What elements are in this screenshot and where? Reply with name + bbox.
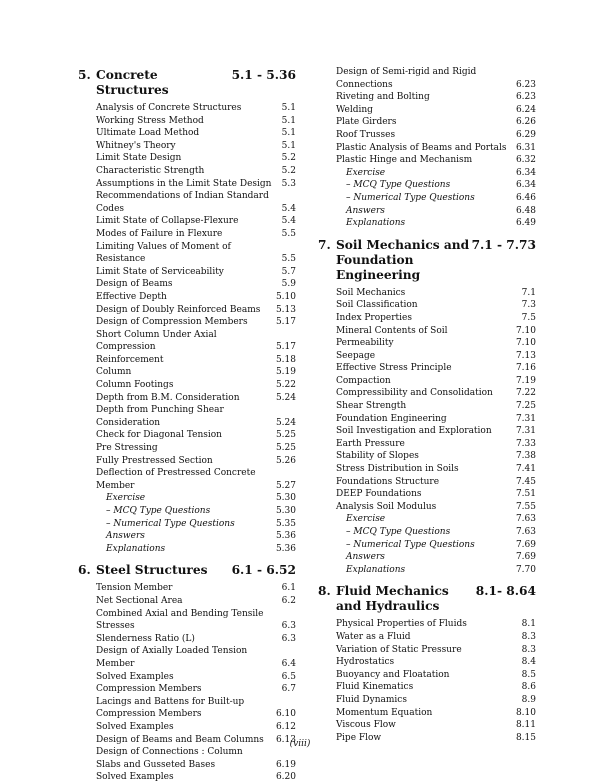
- toc-entry-page: 8.3: [521, 644, 536, 655]
- toc-entry-title: Variation of Static Pressure: [336, 644, 462, 655]
- toc-entry: [318, 217, 536, 230]
- toc-entry-title: Seepage: [336, 350, 376, 361]
- chapter-exercise-entries: [318, 513, 536, 576]
- toc-entry-page: 7.63: [515, 527, 536, 537]
- chapter-page-range: 5.1 - 5.36: [231, 68, 296, 82]
- toc-entry: [318, 179, 536, 192]
- toc-entry: [78, 633, 296, 646]
- toc-entry-page: 6.23: [515, 79, 536, 90]
- toc-entry: [78, 696, 296, 721]
- toc-entry-title: Analysis of Concrete Structures: [96, 103, 242, 113]
- toc-entry-title: Analysis Soil Modulus: [336, 501, 437, 512]
- toc-entry-page: 6.34: [515, 180, 536, 191]
- chapter-title: Soil Mechanics and Foundation Engineering: [336, 237, 470, 282]
- toc-entry: [78, 543, 296, 556]
- toc-entry: [78, 127, 296, 140]
- toc-entry: [78, 608, 296, 633]
- toc-entry-title: Reinforcement: [96, 354, 164, 365]
- toc-entry-page: 6.19: [275, 759, 296, 770]
- toc-entry: [318, 192, 536, 205]
- toc-entry: [78, 228, 296, 241]
- toc-entry-page: 8.6: [521, 682, 536, 693]
- toc-entry-page: 7.13: [515, 350, 536, 361]
- toc-entry-title: Design of Connections : Column Slabs and Gusseted Bases: [96, 747, 243, 770]
- toc-entry-title: Compressibility and Consolidation: [336, 388, 493, 399]
- toc-entry-page: 6.23: [515, 92, 536, 103]
- toc-entry: [318, 707, 536, 720]
- toc-entry-page: 5.25: [275, 430, 296, 441]
- toc-entry: [318, 350, 536, 363]
- toc-entry-page: 5.2: [281, 165, 296, 176]
- toc-entry: [78, 467, 296, 492]
- chapter-number: 5.: [78, 68, 91, 82]
- toc-entry: [318, 205, 536, 218]
- toc-entry-title: Explanations: [346, 564, 406, 575]
- toc-entry-title: Compaction: [336, 375, 391, 386]
- toc-entry: [318, 400, 536, 413]
- toc-entry-title: Fully Prestressed Section: [96, 455, 213, 466]
- toc-entry-page: 5.9: [281, 279, 296, 290]
- toc-entry: [318, 694, 536, 707]
- toc-entry-title: Lacings and Battens for Built-up Compression Members: [96, 696, 245, 720]
- toc-entry: [78, 152, 296, 165]
- chapter-heading: [78, 68, 296, 98]
- toc-entry-page: 5.27: [275, 480, 296, 491]
- toc-entry-title: – MCQ Type Questions: [346, 180, 451, 191]
- chapter-title: Fluid Mechanics and Hydraulics: [336, 584, 449, 614]
- chapter-page-range: 8.1- 8.64: [475, 584, 536, 599]
- chapter-number: 7.: [318, 237, 331, 252]
- chapter-entries: [78, 102, 296, 492]
- toc-entry-title: Earth Pressure: [336, 438, 405, 449]
- toc-entry-page: 5.30: [275, 506, 296, 516]
- toc-entry-title: Water as a Fluid: [336, 631, 411, 642]
- toc-entry-title: Net Sectional Area: [96, 595, 183, 606]
- toc-right-column: [318, 66, 536, 744]
- toc-entry-page: 5.5: [281, 254, 296, 265]
- toc-entry: [78, 329, 296, 354]
- toc-entry-page: 7.38: [515, 451, 536, 462]
- toc-entry-page: 5.35: [275, 518, 296, 529]
- toc-entry-title: Limit State of Serviceability: [96, 266, 224, 277]
- toc-entry: [318, 564, 536, 577]
- toc-entry-page: 7.70: [515, 564, 536, 575]
- toc-entry-title: Whitney's Theory: [96, 140, 176, 151]
- toc-entry-page: 5.10: [275, 291, 296, 302]
- toc-entry-title: Roof Trusses: [336, 129, 396, 140]
- toc-entry: [78, 505, 296, 518]
- toc-entry-page: 5.36: [275, 531, 296, 542]
- chapter-entries: [318, 618, 536, 744]
- toc-entry-title: Effective Stress Principle: [336, 363, 452, 374]
- toc-entry-title: Slenderness Ratio (L): [96, 633, 195, 644]
- toc-entry-title: Pipe Flow: [336, 732, 382, 743]
- toc-entry: [318, 167, 536, 180]
- toc-entry-page: 6.29: [515, 129, 536, 140]
- toc-entry: [318, 66, 536, 91]
- toc-entry-page: 8.9: [521, 694, 536, 705]
- toc-entry-title: Short Column Under Axial Compression: [96, 329, 217, 353]
- toc-entry: [318, 413, 536, 426]
- toc-entry-page: 6.46: [515, 192, 536, 203]
- toc-entry: [78, 392, 296, 405]
- toc-entry: [318, 287, 536, 300]
- toc-entry-title: Design of Doubly Reinforced Beams: [96, 304, 261, 315]
- page-number: (viii): [289, 739, 311, 749]
- toc-entry-title: Characteristic Strength: [96, 165, 205, 176]
- toc-entry-page: 6.48: [515, 205, 536, 216]
- toc-entry: [318, 375, 536, 388]
- toc-entry: [78, 140, 296, 153]
- toc-entry: [318, 299, 536, 312]
- toc-entry: [78, 671, 296, 684]
- toc-entry-page: 5.1: [281, 103, 296, 113]
- toc-entry-title: – Numerical Type Questions: [346, 192, 475, 203]
- toc-entry-title: Solved Examples: [96, 671, 174, 682]
- toc-entry-title: Plastic Hinge and Mechanism: [336, 155, 473, 166]
- toc-entry: [318, 656, 536, 669]
- toc-entry-page: 6.5: [281, 671, 296, 682]
- toc-entry-page: 6.20: [275, 772, 296, 783]
- chapter-entries: [78, 582, 296, 784]
- toc-entry: [78, 278, 296, 291]
- toc-entry-title: Foundations Structure: [336, 476, 440, 487]
- toc-entry-title: Depth from Punching Shear Consideration: [96, 405, 224, 428]
- toc-entry-page: 6.2: [281, 595, 296, 606]
- toc-entry-page: 8.3: [521, 631, 536, 642]
- toc-entry-page: 5.25: [275, 443, 296, 454]
- toc-entry-page: 7.25: [515, 401, 536, 412]
- toc-entry: [318, 337, 536, 350]
- toc-entry-page: 7.45: [515, 476, 536, 487]
- chapter-number: 8.: [318, 584, 331, 599]
- toc-entry-title: Compression Members: [96, 684, 202, 695]
- toc-entry: [318, 669, 536, 682]
- toc-entry: [78, 178, 296, 191]
- chapter-number: 6.: [78, 563, 91, 578]
- toc-entry: [318, 551, 536, 564]
- toc-entry: [318, 631, 536, 644]
- toc-entry-title: Answers: [106, 531, 145, 542]
- toc-entry-title: – MCQ Type Questions: [346, 527, 451, 537]
- toc-entry-title: Deflection of Prestressed Concrete Member: [96, 468, 256, 491]
- continued-exercise-entries: [318, 167, 536, 230]
- toc-entry: [318, 463, 536, 476]
- toc-entry: [318, 476, 536, 489]
- chapter-page-range: 7.1 - 7.73: [471, 237, 536, 252]
- toc-entry-page: 5.17: [275, 342, 296, 353]
- toc-entry-page: 6.4: [281, 658, 296, 669]
- toc-entry-title: Design of Beams and Beam Columns: [96, 734, 264, 745]
- toc-entry-page: 6.1: [281, 583, 296, 594]
- toc-entry-title: Buoyancy and Floatation: [336, 669, 450, 680]
- toc-entry: [78, 190, 296, 215]
- toc-entry-page: 8.1: [521, 619, 536, 630]
- toc-entry: [318, 425, 536, 438]
- toc-entry-title: Soil Investigation and Exploration: [336, 426, 492, 437]
- chapter-heading: [78, 563, 296, 578]
- toc-entry-title: Design of Compression Members: [96, 317, 248, 328]
- toc-entry: [318, 154, 536, 167]
- toc-entry-page: 5.18: [275, 354, 296, 365]
- toc-entry: [318, 129, 536, 142]
- toc-entry-page: 8.15: [515, 732, 536, 743]
- toc-entry-title: Exercise: [106, 493, 146, 504]
- toc-entry: [78, 771, 296, 784]
- toc-entry-page: 5.2: [281, 153, 296, 164]
- toc-entry-page: 7.22: [515, 388, 536, 399]
- toc-entry: [78, 404, 296, 429]
- toc-entry-page: 5.4: [281, 203, 296, 214]
- toc-entry: [78, 455, 296, 468]
- toc-entry-title: Design of Semi-rigid and Rigid Connections: [336, 67, 477, 90]
- chapter-title: Concrete Structures: [96, 68, 169, 97]
- toc-entry-page: 7.5: [521, 312, 536, 323]
- toc-entry-title: Check for Diagonal Tension: [96, 430, 222, 441]
- toc-entry-title: Plate Girders: [336, 117, 397, 128]
- toc-entry: [318, 325, 536, 338]
- toc-entry-page: 7.69: [515, 552, 536, 563]
- toc-entry-title: Ultimate Load Method: [96, 128, 200, 139]
- toc-entry: [318, 719, 536, 732]
- toc-entry: [318, 501, 536, 514]
- toc-entry-title: Explanations: [106, 543, 166, 554]
- toc-entry-title: Answers: [346, 552, 385, 563]
- chapter-entries: [318, 287, 536, 514]
- toc-entry: [318, 312, 536, 325]
- toc-entry: [78, 518, 296, 531]
- toc-entry-page: 5.1: [281, 128, 296, 139]
- toc-entry-page: 6.26: [515, 117, 536, 128]
- toc-entry-title: Momentum Equation: [336, 707, 433, 718]
- toc-entry-title: Mineral Contents of Soil: [336, 325, 448, 336]
- toc-entry-page: 7.31: [515, 426, 536, 437]
- toc-entry-page: 7.41: [515, 464, 536, 475]
- toc-entry-page: 7.55: [515, 501, 536, 512]
- chapter-heading: [318, 584, 536, 614]
- toc-entry-page: 7.10: [515, 338, 536, 349]
- toc-entry-page: 5.5: [281, 228, 296, 239]
- toc-entry-title: DEEP Foundations: [336, 489, 422, 500]
- toc-entry-title: Pre Stressing: [96, 443, 158, 454]
- toc-entry-title: Limit State of Collapse-Flexure: [96, 216, 239, 227]
- toc-entry-page: 5.19: [275, 367, 296, 378]
- toc-entry-page: 6.34: [515, 167, 536, 178]
- toc-entry-title: Answers: [346, 205, 385, 216]
- toc-entry-page: 7.33: [515, 438, 536, 449]
- toc-entry-title: Limit State Design: [96, 153, 182, 164]
- toc-entry-page: 6.13: [275, 734, 296, 745]
- toc-entry-title: Index Properties: [336, 312, 412, 323]
- toc-entry: [78, 215, 296, 228]
- toc-entry: [78, 595, 296, 608]
- toc-entry-title: Exercise: [346, 167, 386, 178]
- toc-entry: [318, 104, 536, 117]
- toc-entry: [78, 102, 296, 115]
- toc-entry: [318, 387, 536, 400]
- toc-entry: [318, 644, 536, 657]
- toc-entry-title: Soil Mechanics: [336, 287, 406, 298]
- toc-entry-page: 5.36: [275, 543, 296, 554]
- chapter-exercise-entries: [78, 492, 296, 555]
- toc-entry-title: Fluid Dynamics: [336, 694, 407, 705]
- toc-left-column: [78, 66, 296, 784]
- toc-entry-title: Stress Distribution in Soils: [336, 464, 459, 475]
- toc-entry-title: Depth from B.M. Consideration: [96, 392, 240, 403]
- toc-entry-page: 5.24: [275, 417, 296, 428]
- toc-entry-page: 8.5: [521, 669, 536, 680]
- toc-entry: [78, 582, 296, 595]
- toc-entry-title: Stability of Slopes: [336, 451, 419, 462]
- toc-entry: [78, 291, 296, 304]
- toc-entry-page: 5.30: [275, 493, 296, 504]
- toc-entry-page: 6.32: [515, 155, 536, 166]
- toc-entry-page: 5.17: [275, 317, 296, 328]
- toc-entry: [318, 91, 536, 104]
- toc-entry-title: Solved Examples: [96, 721, 174, 732]
- toc-entry-title: Permeability: [336, 338, 394, 349]
- toc-entry-page: 6.7: [281, 684, 296, 695]
- toc-entry-title: Working Stress Method: [96, 115, 204, 126]
- toc-entry-page: 7.69: [515, 539, 536, 550]
- toc-entry: [78, 746, 296, 771]
- toc-entry-page: 7.3: [521, 300, 536, 311]
- toc-entry: [78, 266, 296, 279]
- toc-entry-page: 6.12: [275, 721, 296, 732]
- toc-entry-page: 7.19: [515, 375, 536, 386]
- toc-entry: [78, 354, 296, 367]
- toc-entry-page: 7.51: [515, 489, 536, 500]
- toc-entry-page: 5.3: [281, 178, 296, 189]
- toc-entry-page: 6.3: [281, 633, 296, 644]
- toc-entry: [78, 645, 296, 670]
- toc-entry-title: Viscous Flow: [336, 720, 396, 731]
- toc-entry-title: Riveting and Bolting: [336, 92, 430, 103]
- toc-entry: [78, 316, 296, 329]
- toc-entry-title: Design of Axially Loaded Tension Member: [96, 646, 248, 669]
- toc-entry-title: Fluid Kinematics: [336, 682, 414, 693]
- toc-entry-title: Physical Properties of Fluids: [336, 619, 467, 630]
- toc-entry-title: Plastic Analysis of Beams and Portals: [336, 142, 507, 153]
- toc-entry-page: 8.10: [515, 707, 536, 718]
- toc-entry-page: 7.1: [521, 287, 536, 298]
- toc-entry-title: Column Footings: [96, 380, 174, 391]
- toc-entry-title: Column: [96, 367, 132, 378]
- toc-entry-title: Combined Axial and Bending Tensile Stresses: [96, 608, 264, 632]
- chapter-heading: [318, 238, 536, 283]
- toc-entry: [318, 362, 536, 375]
- toc-entry: [318, 681, 536, 694]
- toc-entry: [318, 526, 536, 539]
- toc-entry-page: 5.1: [281, 115, 296, 126]
- toc-entry-title: Modes of Failure in Flexure: [96, 228, 223, 239]
- toc-entry-page: 7.31: [515, 413, 536, 424]
- toc-entry-title: – Numerical Type Questions: [346, 539, 475, 550]
- toc-entry-page: 5.7: [281, 266, 296, 277]
- toc-entry-title: Effective Depth: [96, 291, 167, 302]
- toc-entry: [318, 116, 536, 129]
- toc-entry-title: Design of Beams: [96, 279, 173, 290]
- toc-entry: [78, 241, 296, 266]
- toc-entry: [78, 492, 296, 505]
- toc-entry: [318, 539, 536, 552]
- toc-entry-page: 5.4: [281, 216, 296, 227]
- toc-entry-page: 5.24: [275, 392, 296, 403]
- toc-entry-page: 5.13: [275, 304, 296, 315]
- toc-entry-title: Recommendations of Indian Standard Codes: [96, 191, 269, 214]
- toc-entry-page: 5.22: [275, 380, 296, 391]
- toc-entry: [78, 429, 296, 442]
- toc-entry-title: – MCQ Type Questions: [106, 506, 211, 516]
- toc-entry: [78, 366, 296, 379]
- toc-entry: [318, 618, 536, 631]
- toc-entry-page: 7.63: [515, 514, 536, 525]
- toc-entry-title: Limiting Values of Moment of Resistance: [96, 241, 231, 265]
- toc-entry-title: Assumptions in the Limit State Design: [96, 178, 272, 189]
- toc-entry-title: Solved Examples: [96, 772, 174, 783]
- toc-entry: [78, 442, 296, 455]
- toc-entry-page: 6.24: [515, 104, 536, 115]
- toc-entry: [318, 438, 536, 451]
- toc-entry-title: Exercise: [346, 514, 386, 525]
- toc-entry-title: Soil Classification: [336, 300, 418, 311]
- toc-entry-title: – Numerical Type Questions: [106, 518, 235, 529]
- toc-entry: [78, 379, 296, 392]
- toc-entry-title: Tension Member: [96, 583, 173, 594]
- toc-entry: [78, 115, 296, 128]
- toc-entry-page: 5.1: [281, 140, 296, 151]
- toc-entry: [318, 142, 536, 155]
- toc-entry-title: Hydrostatics: [336, 657, 395, 668]
- toc-entry: [318, 513, 536, 526]
- toc-entry-page: 7.10: [515, 325, 536, 336]
- chapter-title: Steel Structures: [96, 563, 208, 578]
- toc-entry-page: 6.10: [275, 709, 296, 720]
- toc-entry-page: 6.31: [515, 142, 536, 153]
- toc-entry: [78, 683, 296, 696]
- toc-entry: [78, 165, 296, 178]
- toc-entry: [78, 721, 296, 734]
- continued-entries: [318, 66, 536, 167]
- toc-entry-page: 5.26: [275, 455, 296, 466]
- toc-entry-page: 7.16: [515, 363, 536, 374]
- toc-entry-title: Foundation Engineering: [336, 413, 447, 424]
- chapter-page-range: 6.1 - 6.52: [231, 563, 296, 578]
- toc-entry: [318, 450, 536, 463]
- toc-entry-title: Shear Strength: [336, 401, 407, 412]
- toc-entry-title: Welding: [336, 104, 373, 115]
- toc-entry-page: 6.3: [281, 621, 296, 632]
- toc-entry: [78, 530, 296, 543]
- toc-entry: [78, 304, 296, 317]
- toc-entry-page: 8.11: [515, 720, 536, 731]
- toc-entry-page: 8.4: [521, 657, 536, 668]
- toc-entry: [318, 488, 536, 501]
- toc-entry-page: 6.49: [515, 218, 536, 229]
- toc-entry-title: Explanations: [346, 218, 406, 229]
